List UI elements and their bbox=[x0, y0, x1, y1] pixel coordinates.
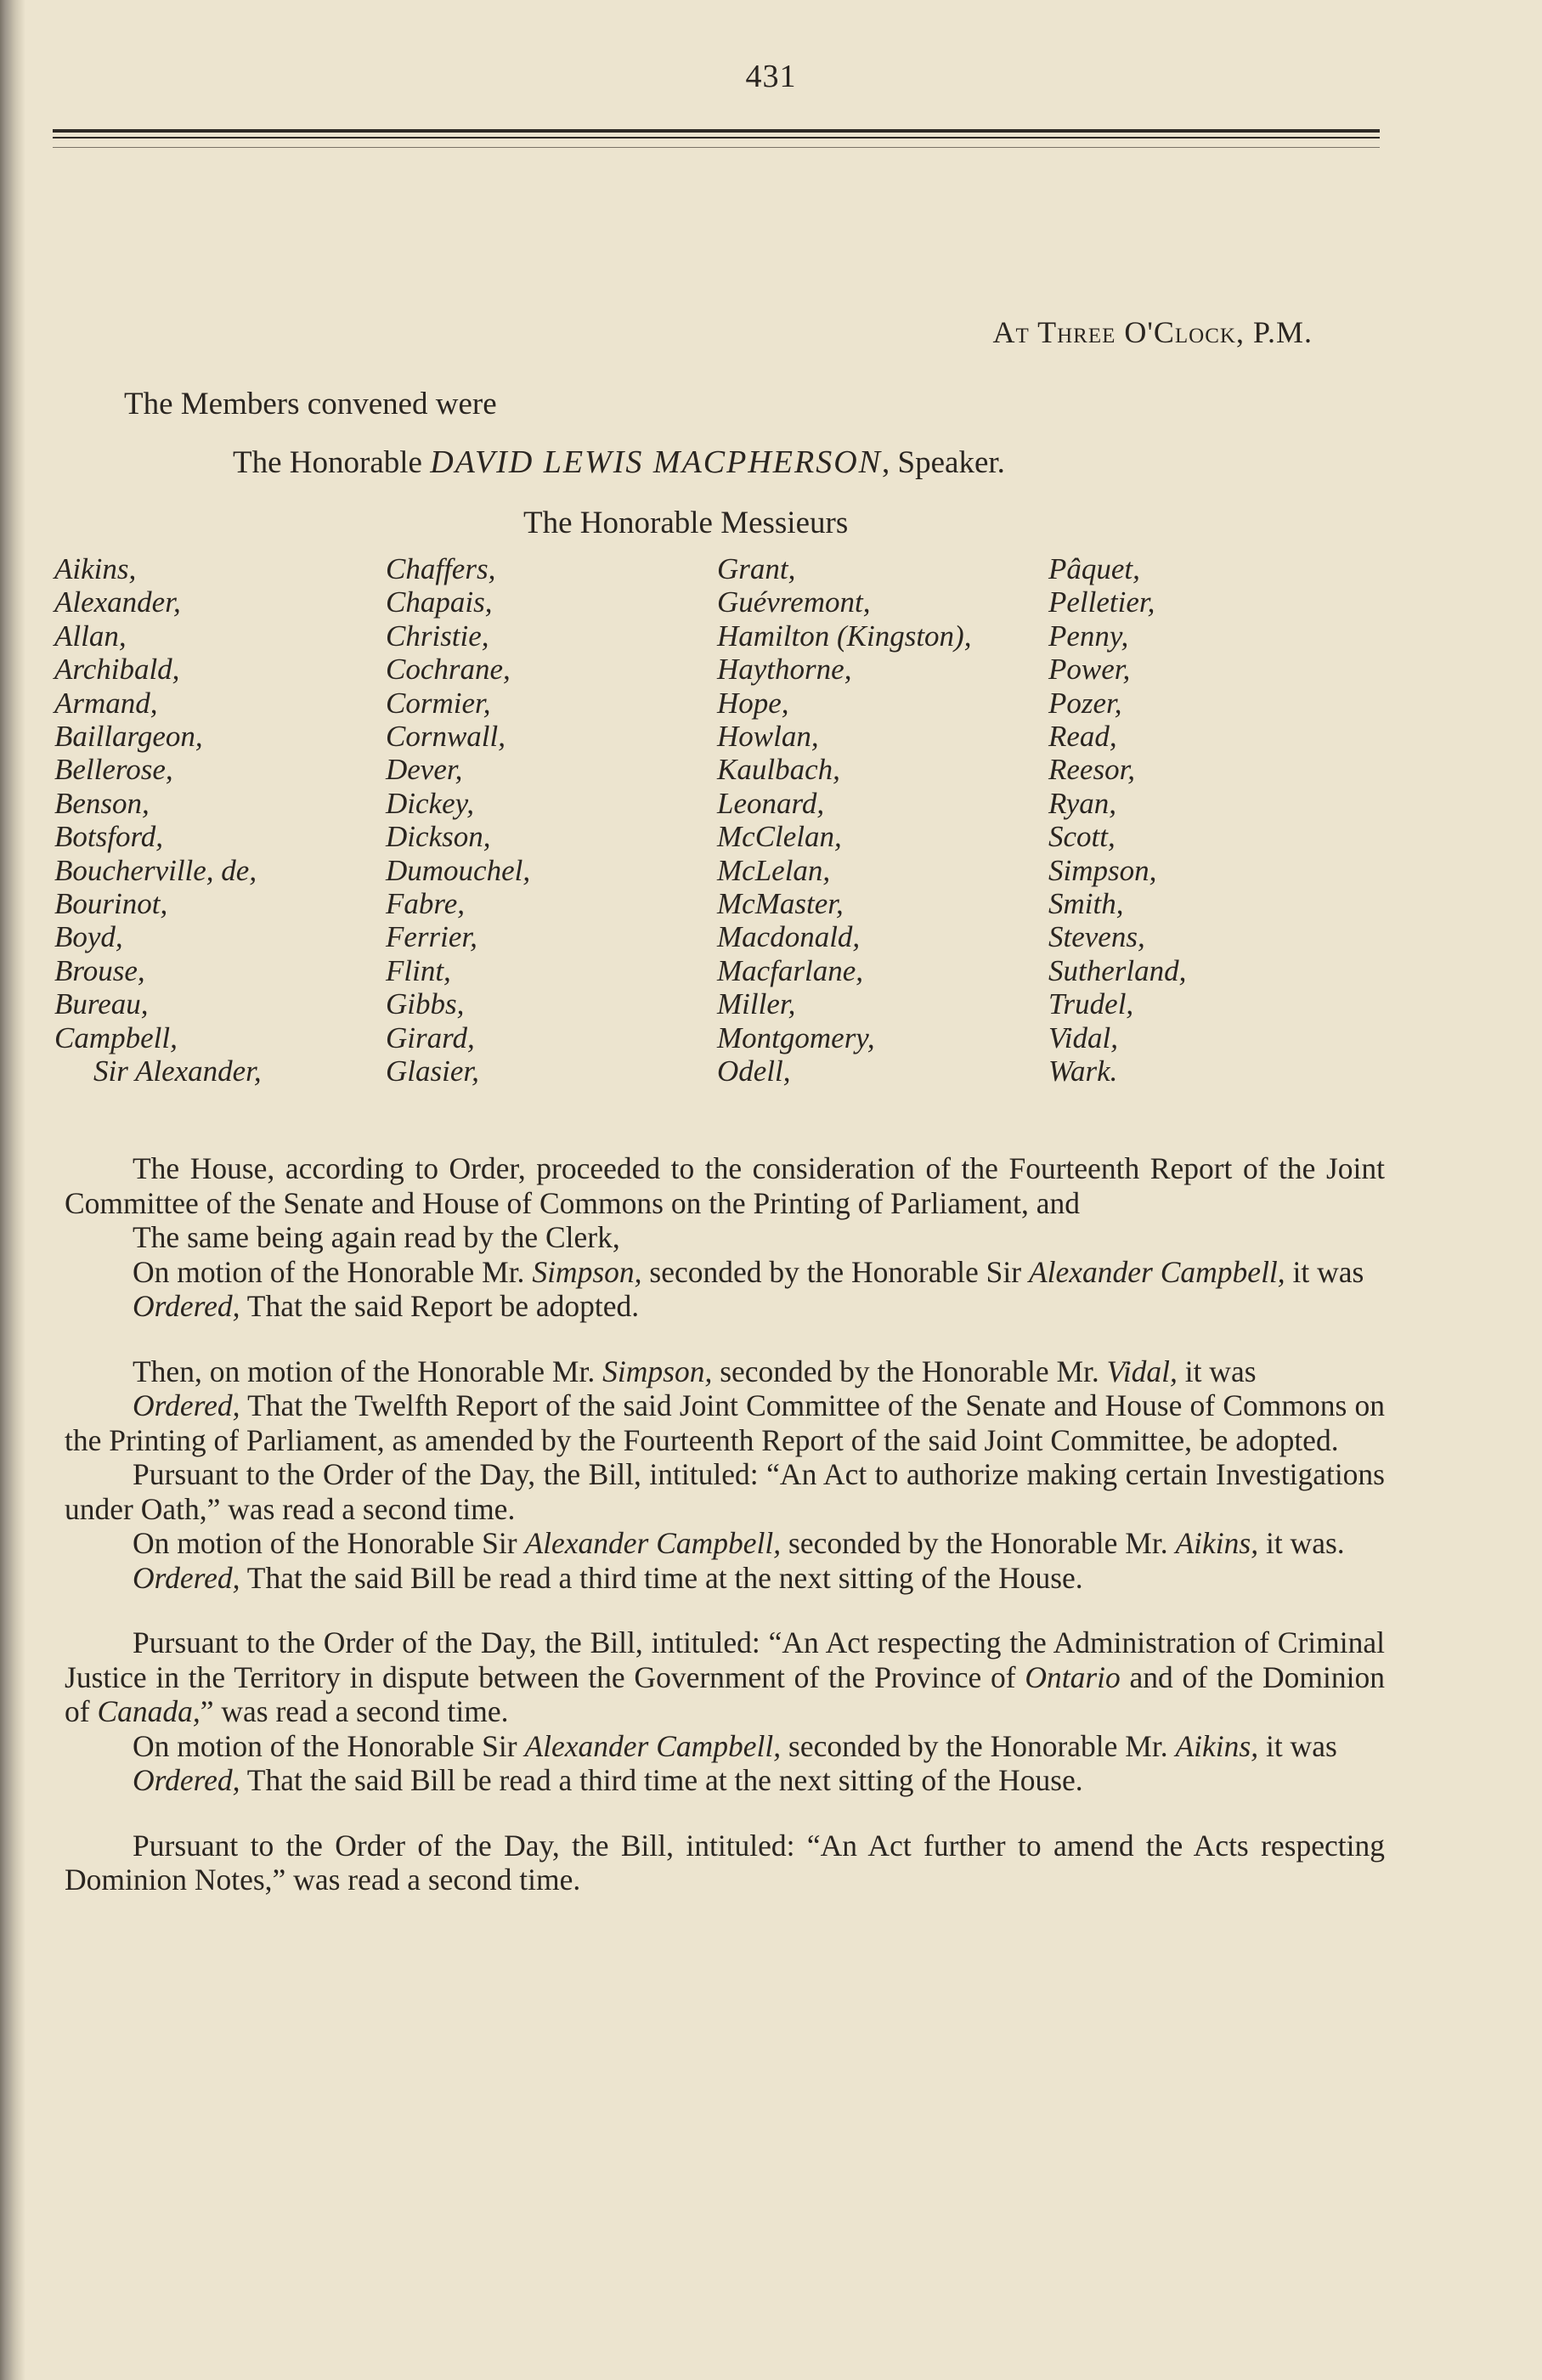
member-name: Aikins, bbox=[54, 552, 137, 585]
messieurs-heading: The Honorable Messieurs bbox=[523, 506, 849, 540]
member-name: Bellerose, bbox=[54, 753, 173, 787]
member-name: Leonard, bbox=[717, 786, 825, 820]
page-number: 431 bbox=[745, 59, 797, 94]
member-ref: Aikins, bbox=[1175, 1526, 1259, 1560]
member-name: Cormier, bbox=[386, 686, 491, 720]
member-ref: Aikins, bbox=[1175, 1728, 1259, 1763]
member-ref: Simpson, bbox=[532, 1254, 642, 1289]
paragraph-motion-2 bbox=[65, 1354, 1385, 1389]
member-name: Vidal, bbox=[1048, 1020, 1118, 1054]
text-run: Pursuant to the Order of the Day, the Bill, intituled: “An Act respecting the Administration of Criminal Justice in the Territory in dispute between the Government of the Province of bbox=[65, 1625, 1385, 1694]
member-name: Archibald, bbox=[54, 653, 180, 687]
member-name: Sir Alexander, bbox=[93, 1054, 262, 1088]
members-column-4 bbox=[1048, 552, 1186, 1088]
paragraph-read-by-clerk: The same being again read by the Clerk, bbox=[133, 1220, 620, 1254]
members-column-3 bbox=[717, 552, 971, 1088]
member-name: Benson, bbox=[54, 786, 150, 820]
member-name: Dickey, bbox=[386, 786, 474, 820]
member-name: Odell, bbox=[717, 1054, 791, 1088]
text-run: it was bbox=[1285, 1254, 1364, 1289]
member-name: Pâquet, bbox=[1048, 552, 1140, 585]
member-ref: Vidal, bbox=[1106, 1354, 1178, 1388]
member-name: Chapais, bbox=[386, 585, 493, 619]
paragraph-motion-4 bbox=[65, 1729, 1385, 1764]
paragraph-dominion-notes-bill: Pursuant to the Order of the Day, the Bill, intituled: “An Act further to amend the Acts respecting Dominion Notes,” was read a second time. bbox=[65, 1828, 1385, 1897]
member-name: Montgomery, bbox=[717, 1020, 875, 1054]
ordered-label: Ordered, bbox=[133, 1388, 240, 1422]
text-run: seconded by the Honorable Sir bbox=[641, 1254, 1029, 1289]
text-run: Then, on motion of the Honorable Mr. bbox=[133, 1354, 603, 1388]
page-binding-shadow bbox=[0, 0, 25, 2380]
member-name: Power, bbox=[1048, 653, 1131, 687]
member-name: Ryan, bbox=[1048, 786, 1117, 820]
text-run: seconded by the Honorable Mr. bbox=[712, 1354, 1107, 1388]
member-ref: Alexander Campbell, bbox=[524, 1526, 782, 1560]
member-name: McClelan, bbox=[717, 820, 842, 854]
header-rule-double bbox=[53, 137, 1380, 139]
member-name: Ferrier, bbox=[386, 920, 477, 954]
member-name: Pozer, bbox=[1048, 686, 1122, 720]
member-name: Allan, bbox=[54, 619, 127, 653]
member-name: Girard, bbox=[386, 1020, 475, 1054]
member-name: Flint, bbox=[386, 953, 451, 987]
text-run: ” was read a second time. bbox=[200, 1694, 509, 1728]
member-name: Pelletier, bbox=[1048, 585, 1155, 619]
proceedings-text bbox=[65, 1151, 1385, 1897]
member-name: Dumouchel, bbox=[386, 853, 531, 887]
paragraph-criminal-justice-bill bbox=[65, 1625, 1385, 1729]
sitting-time-heading: At Three O'Clock, P.M. bbox=[992, 315, 1313, 349]
text-run: That the Twelfth Report of the said Joint Committee of the Senate and House of Commons on the Printing of Parliament, as amended by the Fourteenth Report of the said Joint Committee, be adopted. bbox=[65, 1388, 1385, 1457]
member-name: Howlan, bbox=[717, 720, 819, 754]
member-name: Grant, bbox=[717, 552, 796, 585]
paragraph-investigations-bill: Pursuant to the Order of the Day, the Bill, intituled: “An Act to authorize making certain Investigations under Oath,” was read a second time. bbox=[65, 1457, 1385, 1526]
member-name: Sutherland, bbox=[1048, 953, 1187, 987]
paragraph-ordered-3 bbox=[65, 1561, 1385, 1596]
ordered-label: Ordered, bbox=[133, 1763, 240, 1797]
member-name: Christie, bbox=[386, 619, 489, 653]
text-run: it was bbox=[1177, 1354, 1257, 1388]
member-name: Penny, bbox=[1048, 619, 1129, 653]
speaker-line bbox=[233, 444, 1005, 481]
text-run: That the said Report be adopted. bbox=[240, 1289, 640, 1323]
text-run: That the said Bill be read a third time at the next sitting of the House. bbox=[240, 1560, 1083, 1595]
member-name: Smith, bbox=[1048, 887, 1124, 921]
paragraph-motion-1 bbox=[65, 1255, 1385, 1290]
paragraph-fourteenth-report: The House, according to Order, proceeded to the consideration of the Fourteenth Report of the Joint Committee of the Senate and House of Commons on the Printing of Parliament, and bbox=[65, 1151, 1385, 1220]
member-name: Baillargeon, bbox=[54, 720, 203, 754]
member-name: Bureau, bbox=[54, 987, 149, 1021]
paragraph-ordered-1 bbox=[65, 1289, 1385, 1324]
member-name: Campbell, bbox=[54, 1020, 178, 1054]
text-run: On motion of the Honorable Mr. bbox=[133, 1254, 533, 1289]
member-name: Guévremont, bbox=[717, 585, 871, 619]
members-column-1 bbox=[54, 552, 262, 1088]
text-run: seconded by the Honorable Mr. bbox=[781, 1728, 1176, 1763]
member-name: Kaulbach, bbox=[717, 753, 840, 787]
member-name: Simpson, bbox=[1048, 853, 1157, 887]
member-name: Dickson, bbox=[386, 820, 491, 854]
member-ref: Alexander Campbell, bbox=[1028, 1254, 1285, 1289]
paragraph-ordered-2 bbox=[65, 1388, 1385, 1457]
ordered-label: Ordered, bbox=[133, 1289, 240, 1323]
speaker-suffix: , Speaker. bbox=[882, 445, 1005, 480]
member-name: Chaffers, bbox=[386, 552, 496, 585]
member-name: Read, bbox=[1048, 720, 1117, 754]
member-name: Glasier, bbox=[386, 1054, 479, 1088]
ordered-label: Ordered, bbox=[133, 1560, 240, 1595]
member-name: Gibbs, bbox=[386, 987, 465, 1021]
member-name: Boucherville, de, bbox=[54, 853, 257, 887]
member-name: Trudel, bbox=[1048, 987, 1134, 1021]
member-name: Cornwall, bbox=[386, 720, 506, 754]
member-name: Bourinot, bbox=[54, 887, 168, 921]
members-column-2 bbox=[386, 552, 530, 1088]
member-name: Macdonald, bbox=[717, 920, 861, 954]
member-name: Stevens, bbox=[1048, 920, 1145, 954]
text-run: it was. bbox=[1258, 1526, 1345, 1560]
text-run: On motion of the Honorable Sir bbox=[133, 1728, 525, 1763]
member-name: Macfarlane, bbox=[717, 953, 864, 987]
member-name: Haythorne, bbox=[717, 653, 852, 687]
member-ref: Alexander Campbell, bbox=[524, 1728, 782, 1763]
member-name: Scott, bbox=[1048, 820, 1116, 854]
member-name: Botsford, bbox=[54, 820, 164, 854]
text-run: That the said Bill be read a third time at the next sitting of the House. bbox=[240, 1763, 1083, 1797]
member-ref: Simpson, bbox=[602, 1354, 713, 1388]
place-ref: Ontario bbox=[1025, 1659, 1121, 1694]
members-convened-line: The Members convened were bbox=[124, 387, 497, 421]
member-name: Hamilton (Kingston), bbox=[717, 619, 972, 653]
speaker-prefix: The Honorable bbox=[233, 445, 431, 480]
member-name: Armand, bbox=[54, 686, 158, 720]
members-list bbox=[0, 552, 1542, 1130]
member-name: Fabre, bbox=[386, 887, 465, 921]
member-name: Miller, bbox=[717, 987, 796, 1021]
text-run: On motion of the Honorable Sir bbox=[133, 1526, 525, 1560]
member-name: McLelan, bbox=[717, 853, 831, 887]
member-name: Cochrane, bbox=[386, 653, 511, 687]
member-name: Hope, bbox=[717, 686, 789, 720]
place-ref: Canada, bbox=[97, 1694, 201, 1728]
header-rule-thin bbox=[53, 147, 1380, 148]
paragraph-ordered-4 bbox=[65, 1763, 1385, 1798]
member-name: Alexander, bbox=[54, 585, 181, 619]
member-name: Brouse, bbox=[54, 953, 145, 987]
paragraph-motion-3 bbox=[65, 1526, 1385, 1561]
speaker-name: DAVID LEWIS MACPHERSON bbox=[430, 444, 883, 480]
text-run: and of the Dominion of bbox=[65, 1659, 1385, 1728]
member-name: Boyd, bbox=[54, 920, 123, 954]
text-run: it was bbox=[1258, 1728, 1337, 1763]
header-rule-thick bbox=[53, 129, 1380, 133]
member-name: Wark. bbox=[1048, 1054, 1118, 1088]
member-name: Dever, bbox=[386, 753, 463, 787]
member-name: McMaster, bbox=[717, 887, 844, 921]
text-run: seconded by the Honorable Mr. bbox=[781, 1526, 1176, 1560]
member-name: Reesor, bbox=[1048, 753, 1136, 787]
